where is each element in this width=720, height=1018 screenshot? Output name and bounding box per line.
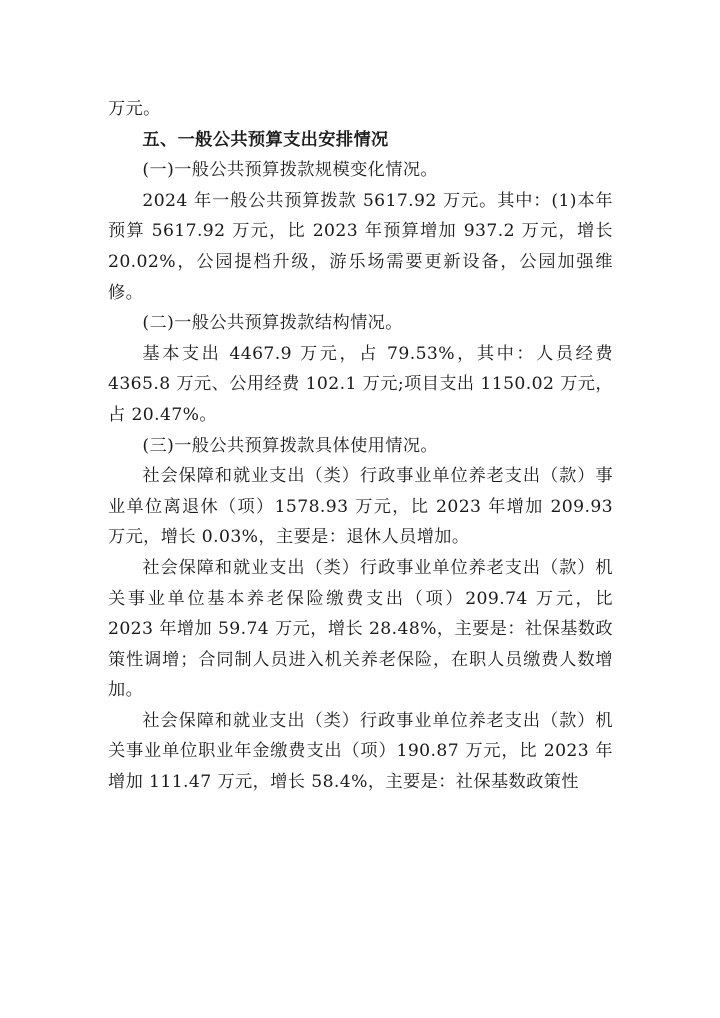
subheading-usage: (三)一般公共预算拨款具体使用情况。 — [142, 435, 439, 456]
paragraph-pension-insurance: 社会保障和就业支出（类）行政事业单位养老支出（款）机关事业单位基本养老保险缴费支出（项）209.74 万元，比 2023 年增加 59.74 万元，增长 28.48%，主要是：社保基数政策性调增；合同制人员进入机关养老保险，在职人员缴费人数增加。 — [108, 557, 613, 701]
paragraph-structure: 基本支出 4467.9 万元，占 79.53%，其中：人员经费 4365.8 万元、公用经费 102.1 万元;项目支出 1150.02 万元，占 20.47%。 — [108, 343, 613, 425]
paragraph-occupational-annuity: 社会保障和就业支出（类）行政事业单位养老支出（款）机关事业单位职业年金缴费支出（项）190.87 万元，比 2023 年增加 111.47 万元，增长 58.4%，主要是：社保基数政策性 — [108, 710, 613, 793]
subheading-structure: (二)一般公共预算拨款结构情况。 — [142, 313, 403, 334]
document-body — [108, 94, 613, 798]
paragraph-scale: 2024 年一般公共预算拨款 5617.92 万元。其中：(1)本年预算 5617.92 万元，比 2023 年预算增加 937.2 万元，增长 20.02%，公园提档升级，游乐场需要更新设备，公园加强维修。 — [108, 190, 613, 303]
subheading-scale: (一)一般公共预算拨款规模变化情况。 — [142, 160, 439, 181]
section-heading: 五、一般公共预算支出安排情况 — [142, 129, 389, 150]
paragraph-continuation: 万元。 — [108, 99, 161, 119]
paragraph-retirement: 社会保障和就业支出（类）行政事业单位养老支出（款）事业单位离退休（项）1578.93 万元，比 2023 年增加 209.93 万元，增长 0.03%，主要是：退休人员增加。 — [108, 466, 613, 548]
